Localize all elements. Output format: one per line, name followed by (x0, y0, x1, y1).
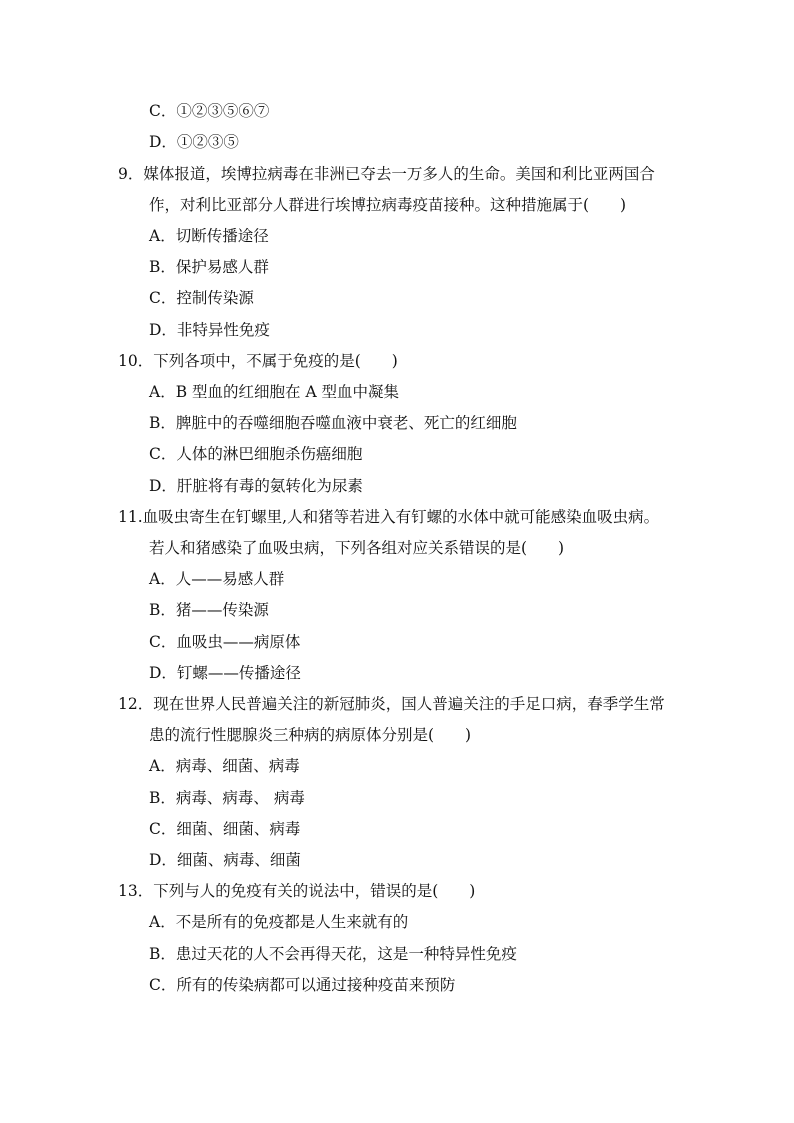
option-line: A．人——易感人群 (149, 570, 285, 588)
question-12: 12．现在世界人民普遍关注的新冠肺炎，国人普遍关注的手足口病，春季学生常 (118, 695, 665, 713)
question-11-continuation: 若人和猪感染了血吸虫病，下列各组对应关系错误的是( ) (149, 539, 565, 557)
option-line: D．细菌、病毒、细菌 (149, 851, 301, 869)
option-line: A．病毒、细菌、病毒 (149, 757, 300, 775)
option-line: D．非特异性免疫 (149, 321, 270, 339)
option-line: C．①②③⑤⑥⑦ (149, 102, 270, 120)
option-line: D．肝脏将有毒的氨转化为尿素 (149, 477, 363, 495)
option-line: B．脾脏中的吞噬细胞吞噬血液中衰老、死亡的红细胞 (149, 414, 517, 432)
option-line: D．①②③⑤ (149, 133, 239, 151)
option-line: C．控制传染源 (149, 289, 254, 307)
question-12-continuation: 患的流行性腮腺炎三种病的病原体分别是( ) (149, 726, 472, 744)
question-9-continuation: 作，对利比亚部分人群进行埃博拉病毒疫苗接种。这种措施属于( ) (149, 196, 627, 214)
option-line: C．血吸虫——病原体 (149, 633, 301, 651)
option-line: C．所有的传染病都可以通过接种疫苗来预防 (149, 976, 456, 994)
option-line: A．B 型血的红细胞在 A 型血中凝集 (149, 383, 400, 401)
option-line: B．保护易感人群 (149, 258, 269, 276)
option-line: C．人体的淋巴细胞杀伤癌细胞 (149, 445, 363, 463)
option-line: B．患过天花的人不会再得天花，这是一种特异性免疫 (149, 945, 517, 963)
question-13: 13．下列与人的免疫有关的说法中，错误的是( ) (118, 882, 476, 900)
option-line: D．钉螺——传播途径 (149, 664, 301, 682)
option-line: A．切断传播途径 (149, 227, 269, 245)
question-10: 10．下列各项中，不属于免疫的是( ) (118, 352, 398, 370)
question-11: 11.血吸虫寄生在钉螺里,人和猪等若进入有钉螺的水体中就可能感染血吸虫病。 (118, 508, 660, 526)
option-line: A．不是所有的免疫都是人生来就有的 (149, 913, 409, 931)
option-line: B．猪——传染源 (149, 601, 269, 619)
option-line: B．病毒、病毒、 病毒 (149, 789, 305, 807)
question-9: 9．媒体报道，埃博拉病毒在非洲已夺去一万多人的生命。美国和利比亚两国合 (118, 165, 655, 183)
option-line: C．细菌、细菌、病毒 (149, 820, 301, 838)
